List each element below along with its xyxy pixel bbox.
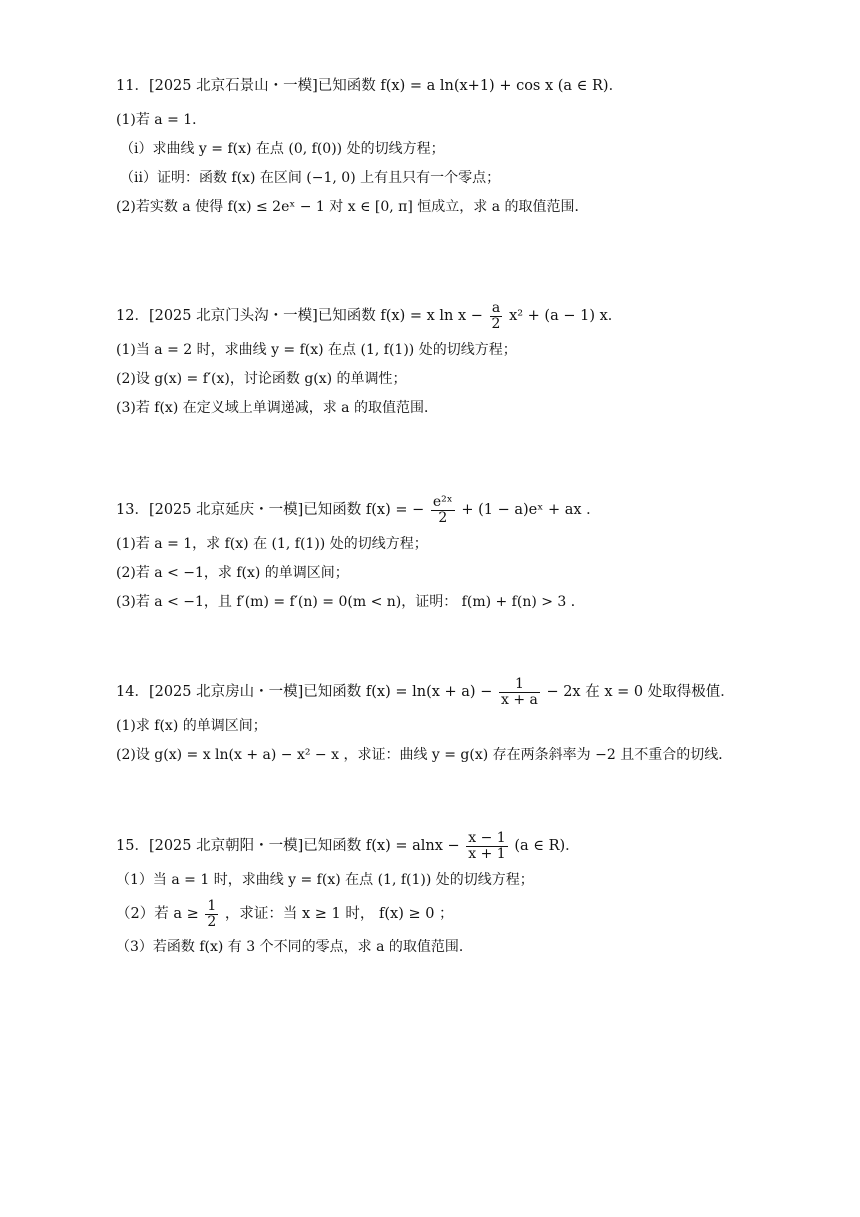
problem-15-part-2-fraction (205, 899, 218, 929)
problem-12-part-1: (1)当 a = 2 时，求曲线 y = f(x) 在点 (1, f(1)) 处的切线方程； (116, 342, 517, 358)
problem-14-statement (116, 672, 756, 712)
problem-12 (116, 296, 756, 423)
problem-13-part-3: (3)若 a < −1，且 f′(m) = f′(n) = 0(m < n)，证明： f(m) + f(n) > 3 ． (116, 594, 585, 610)
problem-11 (116, 66, 756, 222)
problem-15 (116, 826, 756, 962)
fraction-denominator: 2 (491, 315, 501, 332)
problem-11-part-1-i: （i）求曲线 y = f(x) 在点 (0, f(0)) 处的切线方程； (120, 141, 445, 157)
problem-13-part-1: (1)若 a = 1，求 f(x) 在 (1, f(1)) 处的切线方程； (116, 536, 428, 552)
problem-12-part-3: (3)若 f(x) 在定义域上单调递减，求 a 的取值范围． (116, 400, 438, 416)
problem-12-fraction (490, 301, 503, 331)
problem-13-statement-prefix: 13．[2025 北京延庆・一模]已知函数 f(x) = − (116, 502, 425, 518)
problem-15-fraction (466, 831, 507, 861)
fraction-denominator: x + 1 (468, 845, 506, 862)
problem-13 (116, 490, 756, 617)
problem-13-statement-suffix: + (1 − a)eˣ + ax ． (461, 502, 601, 518)
problem-14-statement-prefix: 14．[2025 北京房山・一模]已知函数 f(x) = ln(x + a) − (116, 684, 493, 700)
problem-13-part-2: (2)若 a < −1，求 f(x) 的单调区间； (116, 565, 349, 581)
problem-13-statement (116, 490, 756, 530)
problem-13-fraction (431, 495, 455, 525)
problem-11-part-1-ii: （ii）证明：函数 f(x) 在区间 (−1, 0) 上有且只有一个零点； (120, 170, 501, 186)
fraction-denominator: 2 (438, 509, 448, 526)
problem-12-statement-prefix: 12．[2025 北京门头沟・一模]已知函数 f(x) = x ln x − (116, 308, 483, 324)
problem-11-statement: 11．[2025 北京石景山・一模]已知函数 f(x) = a ln(x+1) + cos x (a ∈ R)． (116, 78, 624, 94)
problem-15-part-2-prefix: （2）若 a ≥ (116, 906, 199, 922)
problem-11-part-1: (1)若 a = 1． (116, 112, 207, 128)
problem-15-statement-prefix: 15．[2025 北京朝阳・一模]已知函数 f(x) = alnx − (116, 838, 460, 854)
fraction-numerator: 1 (207, 897, 217, 914)
problem-14-part-2: (2)设 g(x) = x ln(x + a) − x² − x ，求证：曲线 y = g(x) 存在两条斜率为 −2 且不重合的切线． (116, 747, 733, 763)
fraction-denominator: 2 (207, 913, 217, 930)
problem-15-statement (116, 826, 756, 866)
problem-14-part-1: (1)求 f(x) 的单调区间； (116, 718, 267, 734)
fraction-numerator: x − 1 (468, 829, 506, 846)
problem-14-fraction (499, 677, 540, 707)
problem-15-statement-suffix: (a ∈ R)． (514, 838, 580, 854)
problem-14-statement-suffix: − 2x 在 x = 0 处取得极值． (546, 684, 735, 700)
problem-11-part-2: (2)若实数 a 使得 f(x) ≤ 2eˣ − 1 对 x ∈ [0, π] 恒成立，求 a 的取值范围． (116, 199, 589, 215)
problem-15-part-2 (116, 895, 756, 933)
problem-12-statement (116, 296, 756, 336)
problem-15-part-2-suffix: ，求证：当 x ≥ 1 时， f(x) ≥ 0 ； (224, 906, 454, 922)
problem-12-part-2: (2)设 g(x) = f′(x)，讨论函数 g(x) 的单调性； (116, 371, 407, 387)
problem-12-statement-suffix: x² + (a − 1) x． (509, 308, 623, 324)
problem-15-part-3: （3）若函数 f(x) 有 3 个不同的零点，求 a 的取值范围． (116, 939, 473, 955)
problem-14 (116, 672, 756, 770)
fraction-numerator: 1 (499, 677, 540, 693)
fraction-numerator: e²ˣ (432, 493, 453, 510)
problem-15-part-1: （1）当 a = 1 时，求曲线 y = f(x) 在点 (1, f(1)) 处的切线方程； (116, 872, 534, 888)
fraction-numerator: a (490, 301, 503, 317)
fraction-denominator: x + a (500, 691, 538, 708)
